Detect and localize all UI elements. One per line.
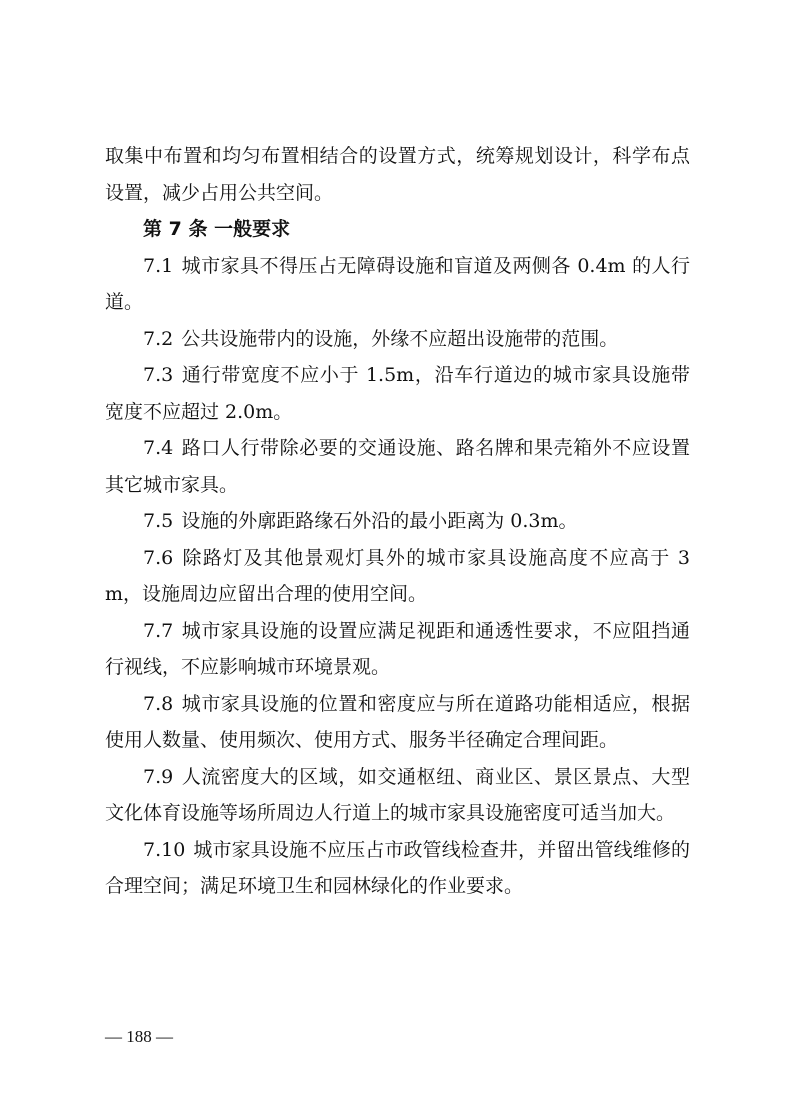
clause-number: 7.1 — [143, 254, 174, 277]
clause-text: 人流密度大的区域，如交通枢纽、商业区、景区景点、大型文化体育设施等场所周边人行道上的城市家具设施密度可适当加大。 — [105, 765, 690, 824]
page-number: — 188 — — [105, 1027, 173, 1046]
clause-number: 7.2 — [143, 327, 174, 350]
clause-7-8 — [105, 686, 690, 759]
clause-7-9 — [105, 759, 690, 832]
clause-7-2 — [105, 321, 690, 358]
clause-number: 7.7 — [143, 619, 174, 642]
clause-number: 7.4 — [143, 437, 174, 459]
clause-text: 城市家具设施不应压占市政管线检查井，并留出管线维修的合理空间；满足环境卫生和园林绿化的作业要求。 — [105, 838, 690, 897]
clause-text: 设施的外廓距路缘石外沿的最小距离为 0.3m。 — [181, 510, 578, 532]
clause-7-6 — [105, 540, 690, 613]
clause-text: 路口人行带除必要的交通设施、路名牌和果壳箱外不应设置其它城市家具。 — [105, 437, 690, 496]
clause-number: 7.5 — [143, 510, 174, 532]
clause-number: 7.9 — [143, 765, 174, 788]
clause-text: 除路灯及其他景观灯具外的城市家具设施高度不应高于 3m，设施周边应留出合理的使用空间。 — [105, 546, 690, 605]
clause-7-5 — [105, 503, 690, 540]
document-body — [105, 138, 690, 905]
clause-7-7 — [105, 613, 690, 686]
clause-7-10 — [105, 832, 690, 905]
clause-number: 7.6 — [143, 546, 174, 569]
clause-text: 城市家具设施的位置和密度应与所在道路功能相适应，根据使用人数量、使用频次、使用方式、服务半径确定合理间距。 — [105, 692, 690, 751]
clause-7-4 — [105, 430, 690, 503]
clause-number: 7.10 — [143, 838, 186, 861]
clause-text: 城市家具不得压占无障碍设施和盲道及两侧各 0.4m 的人行道。 — [105, 254, 690, 313]
clause-text: 城市家具设施的设置应满足视距和通透性要求，不应阻挡通行视线，不应影响城市环境景观。 — [105, 619, 690, 678]
clause-number: 7.3 — [143, 364, 174, 386]
article-heading: 第 7 条 一般要求 — [143, 218, 291, 240]
clause-7-3 — [105, 357, 690, 430]
clause-number: 7.8 — [143, 692, 174, 715]
intro-paragraph: 取集中布置和均匀布置相结合的设置方式，统筹规划设计，科学布点设置，减少占用公共空间。 — [105, 145, 690, 204]
clause-text: 公共设施带内的设施，外缘不应超出设施带的范围。 — [181, 327, 619, 350]
clause-7-1 — [105, 248, 690, 321]
clause-text: 通行带宽度不应小于 1.5m，沿车行道边的城市家具设施带宽度不应超过 2.0m。 — [105, 364, 690, 423]
